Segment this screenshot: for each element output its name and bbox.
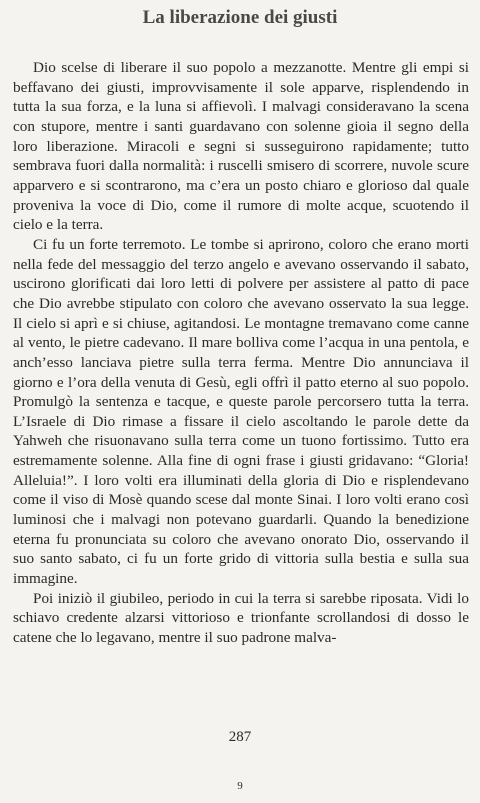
- body-text: [13, 58, 469, 648]
- chapter-title: La liberazione dei giusti: [142, 7, 338, 28]
- paragraph-2: Ci fu un forte terremoto. Le tombe si aprirono, coloro che erano morti nella fede del messaggio del terzo angelo e avevano osservando il sabato, uscirono glorificati dai loro letti di polvere per assistere al patto di pace che Dio avrebbe stipulato con coloro che avevano osservato la sua legge. Il cielo si aprì e si chiuse, agitandosi. Le montagne tremavano come canne al vento, le pietre cadevano. Il mare bolliva come l’acqua in una pentola, e anch’esso lanciava pietre sulla terra ferma. Mentre Dio annunciava il giorno e l’ora della venuta di Gesù, egli offrì il patto eterno al suo popolo. Promulgò la sentenza e tacque, e queste parole percorsero tutta la terra. L’Israele di Dio rimase a fissare il cielo ascoltando le parole dette da Yahweh che risuonavano sulla terra come un tuono fortissimo. Tutto era estremamente solenne. Alla fine di ogni frase i giusti gridavano: “Gloria! Alleluia!”. I loro volti era illuminati della gloria di Dio e risplendevano come il viso di Mosè quando scese dal monte Sinai. I loro volti erano così luminosi che i malvagi non potevano guardarli. Quando la benedizione eterna fu pronunciata su coloro che avevano onorato Dio, osservando il suo santo sabato, ci fu un forte grido di vittoria sulla bestia e sulla sua immagine.: [13, 235, 469, 588]
- paragraph-1: Dio scelse di liberare il suo popolo a mezzanotte. Mentre gli empi si beffavano dei giusti, improvvisamente il sole apparve, risplendendo in tutta la sua forza, e la luna si affievolì. I malvagi consideravano la scena con stupore, mentre i santi guardavano con solenne gioia il segno della loro liberazione. Miracoli e segni si susseguirono rapidamente; tutto sembrava fuori dalla normalità: i ruscelli smisero di scorrere, nuvole scure apparvero e si scontrarono, ma c’era un posto chiaro e glorioso dal quale proveniva la voce di Dio, come il rumore di molte acque, scuotendo il cielo e la terra.: [13, 59, 469, 234]
- page-number: 287: [228, 729, 252, 745]
- folio-number: 9: [237, 780, 243, 792]
- paragraph-3: Poi iniziò il giubileo, periodo in cui la terra si sarebbe riposata. Vidi lo schiavo credente alzarsi vittorioso e trionfante scrollandosi di dosso le catene che lo legavano, mentre il suo padrone malva-: [13, 589, 469, 647]
